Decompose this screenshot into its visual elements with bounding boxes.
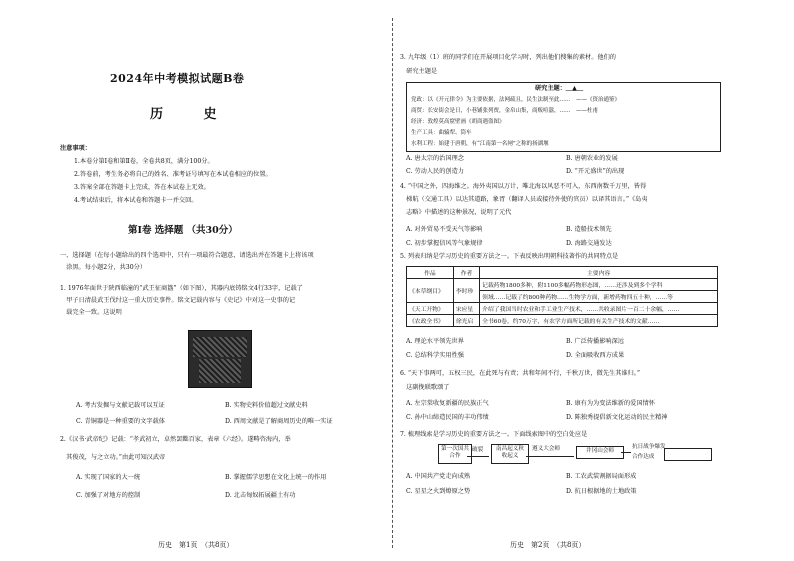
table-row <box>407 315 718 327</box>
table-cell: 李时珍 <box>453 279 479 303</box>
note-line: 4.考试结束后，将本试卷和答题卡一并交回。 <box>74 197 198 204</box>
q3-option-b[interactable]: B. 唐朝农业的发展 <box>566 155 618 162</box>
page-footer: 历史 第1页 （共8页） <box>158 541 234 549</box>
q2-option-a[interactable]: A. 实现了国家的大一统 <box>76 474 141 481</box>
q3-option-d[interactable]: D. “开元盛世”的出现 <box>566 168 625 175</box>
q3-box-title: 研究主题：＿▲＿ <box>535 85 584 92</box>
q3-stem-line: 研究主题是 <box>400 68 438 75</box>
table-cell: 《农政全书》 <box>407 315 454 327</box>
section-title: 第Ⅰ卷 选择题 （共30分） <box>128 225 238 236</box>
q3-material-box <box>406 82 721 152</box>
q2-stem-line: 2.《汉书·武帝纪》记载：“孝武初立，卓然罢黜百家，表章《六经》。遂畴咨海内，举 <box>60 436 291 443</box>
timeline-box-jinggangshan: 井冈山会师 <box>576 446 624 459</box>
q1-stem-line: 载完全一致。这说明 <box>60 309 122 316</box>
q4-option-b[interactable]: B. 造船技术领先 <box>566 226 612 233</box>
timeline-box-uprisings: 南昌起义秋收起义 <box>491 444 529 464</box>
q6-option-b[interactable]: B. 康有为为变法维新的爱国情怀 <box>566 400 655 407</box>
table-row <box>407 303 718 315</box>
table-cell: 《本草纲目》 <box>407 279 454 303</box>
q7-option-d[interactable]: D. 抗日根据地的土地政策 <box>566 488 637 495</box>
q6-option-d[interactable]: D. 陈独秀提倡新文化运动的民主精神 <box>566 414 668 421</box>
table-cell: 记载药物1800多种，附1100多幅药物形态图，……还涉及到多个学科 <box>480 279 718 291</box>
q4-option-c[interactable]: C. 初步掌握信风等气象规律 <box>406 240 483 247</box>
table-cell: 徐光启 <box>453 315 479 327</box>
q2-stem-line: 其俊茂，与之立功。”由此可知汉武帝 <box>60 454 166 461</box>
q2-option-d[interactable]: D. 北击匈奴拓展疆土有功 <box>225 492 296 499</box>
page-footer: 历史 第2页 （共8页） <box>510 541 586 549</box>
q6-option-a[interactable]: A. 左宗棠收复新疆的民族正气 <box>406 400 489 407</box>
timeline-box-first-cooperation: 第一次国共合作 <box>438 444 472 464</box>
table-header: 作者 <box>453 267 479 279</box>
q6-stem-line: 这副挽联歌颂了 <box>400 384 450 391</box>
timeline-arrow <box>526 456 574 457</box>
q4-stem-line: 梯航（交通工具）以达其道路，象胥（翻译人员或接待外使的官员）以译其语言。”《岛夷 <box>400 196 648 203</box>
q1-stem-line: 甲子日清晨武王伐纣这一重大历史事件。铭文记载内容与《史记》中对这一史事的记 <box>60 297 296 304</box>
q7-option-b[interactable]: B. 工农武装割据局面形成 <box>566 473 637 480</box>
q1-option-a[interactable]: A. 考古发掘与文献记载可以互证 <box>76 402 165 409</box>
table-row <box>407 279 718 291</box>
q3-box-line: 商贸：长安街会是日，小巷铺张列贾，金帛山集，商贩喧嚣，…… ——杜甫 <box>411 108 599 114</box>
q1-option-c[interactable]: C. 青铜器是一种重要的文字载体 <box>76 418 165 425</box>
table-cell: 领域……记载了约800种药物……生物学方面，新增药物四五十种，……等 <box>480 291 718 303</box>
q1-option-b[interactable]: B. 实物史料价值超过文献史料 <box>225 402 308 409</box>
table-cell: 全书60卷，约70万字，有农学方面所记载的有关生产技术的文献…… <box>480 315 718 327</box>
timeline-arrow <box>467 456 489 457</box>
exam-page-1 <box>0 0 392 561</box>
q6-option-c[interactable]: C. 孙中山缔造民国的丰功伟绩 <box>406 414 489 421</box>
q4-option-a[interactable]: A. 对外贸易不受天气等影响 <box>406 226 483 233</box>
timeline-caption-zunyi: 遵义大会师 <box>532 446 560 452</box>
table-header: 主要内容 <box>480 267 718 279</box>
q3-option-c[interactable]: C. 劳动人民的创造力 <box>406 168 464 175</box>
timeline-caption-cooperation: 合作达成 <box>632 454 655 460</box>
table-cell: 介绍了我国当时农业和手工业生产技术，……共收录图片一百二十余幅，…… <box>480 303 718 315</box>
table-header-row <box>407 267 718 279</box>
timeline-blank-box <box>664 448 712 461</box>
table-header: 作品 <box>407 267 454 279</box>
exam-page-2 <box>394 0 794 561</box>
page-divider <box>392 18 393 548</box>
q4-stem-line: 志略》中描述的这种景况，说明了元代 <box>400 209 512 216</box>
exam-title: 2024年中考模拟试题B卷 <box>110 72 245 85</box>
q2-option-b[interactable]: B. 掌握儒学思想在文化上统一的作用 <box>225 474 327 481</box>
q3-box-line: 生产工具：曲辕犁、筒车 <box>411 130 472 136</box>
note-line: 3.答案全部在答题卡上完成，答在本试卷上无效。 <box>74 184 210 191</box>
timeline-caption-split: 破裂 <box>472 447 484 453</box>
timeline-arrow <box>621 452 631 453</box>
q1-stem-line: 1. 1976年面世于陕西临潼的“武王征商簋”（如下图），其器内底铸铭文4行33字，记载了 <box>60 285 303 292</box>
q5-stem-line: 5. 列表归纳是学习历史的重要方法之一。下表反映出明朝科技著作的共同特点是 <box>400 253 619 260</box>
notes-heading: 注意事项： <box>60 145 91 152</box>
q4-stem-line: 4. “中国之外，四海维之。海外夷国以万计，唯北海以风恶不可入，东西南数千万里，皆得 <box>400 183 647 190</box>
note-line: 2.答卷前，考生务必将自己的姓名、准考证号填写在本试卷相应的位置。 <box>74 171 272 178</box>
q3-box-line: 党政：以《开元律令》为主要依据，法网疏且，民生法制至此…… ——《资治通鉴》 <box>411 97 621 103</box>
instructions-line: 一、选择题（在每小题给出的四个选项中，只有一项最符合题意，请选出并在答题卡上将该项 <box>60 252 314 259</box>
q3-box-line: 水利工程：始建于唐朝，有“江南第一名闸”之称的扬湖堰 <box>411 141 549 147</box>
q4-option-d[interactable]: D. 海路交通发达 <box>566 240 612 247</box>
table-cell: 《天工开物》 <box>407 303 454 315</box>
q3-stem-line: 3. 九年级（1）班的同学们在开展项目化学习时，列出他们搜集的素材。他们的 <box>400 54 616 61</box>
table-cell: 宋应星 <box>453 303 479 315</box>
q3-box-line: 经济：敦煌莫高窟壁画《胡商遇盗图》 <box>411 119 505 125</box>
note-line: 1.本卷分第Ⅰ卷和第Ⅱ卷，全卷共8页，满分100分。 <box>74 158 214 165</box>
q5-option-b[interactable]: B. 广泛传播影响深远 <box>566 338 624 345</box>
q1-option-d[interactable]: D. 西周文献是了解商周历史的唯一实证 <box>225 418 333 425</box>
instructions-line: 涂黑。每小题2分，共30分） <box>60 264 147 271</box>
q2-option-c[interactable]: C. 加强了对地方的控制 <box>76 492 141 499</box>
q5-table <box>406 266 718 327</box>
q5-option-a[interactable]: A. 理论水平领先世界 <box>406 338 464 345</box>
subject-title: 历 史 <box>150 107 235 122</box>
bronze-vessel-image <box>188 330 252 388</box>
q7-option-a[interactable]: A. 中国共产党走向成熟 <box>406 473 471 480</box>
q7-stem-line: 7. 梳理线索是学习历史的重要方法之一。下面线索图中的空白处应是 <box>400 431 588 438</box>
q3-option-a[interactable]: A. 唐太宗的治国理念 <box>406 155 464 162</box>
q5-option-d[interactable]: D. 全面吸收西方成果 <box>566 352 625 359</box>
timeline-caption-war: 抗日战争爆发 <box>632 444 666 450</box>
q6-stem-line: 6. “天下事两可，五权三民，在此死与有责；共和年间不行，千秋万世，微先生其谁归。” <box>400 370 641 377</box>
q7-option-c[interactable]: C. 星星之火到燎原之势 <box>406 488 471 495</box>
q5-option-c[interactable]: C. 总结科学实用性强 <box>406 352 464 359</box>
